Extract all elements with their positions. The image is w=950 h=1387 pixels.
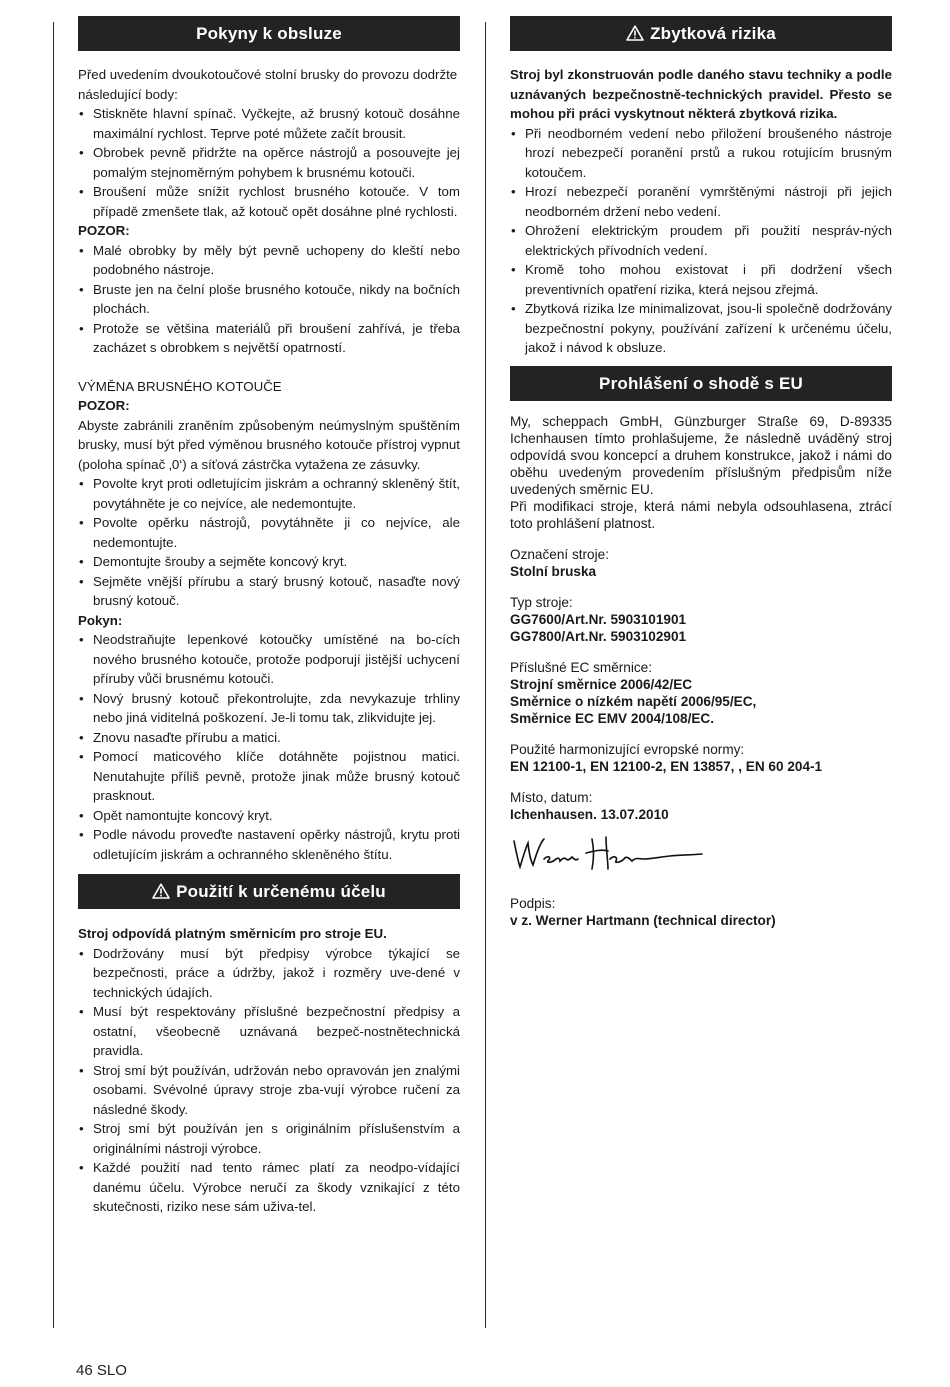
note-list: [78, 630, 460, 864]
norms-label: Použité harmonizující evropské normy:: [510, 741, 745, 757]
declaration-paragraph-modification: Při modifikaci stroje, která námi nebyla odsouhlasena, ztrácí toto prohlášení platnost.: [510, 498, 892, 531]
directive-value: Směrnice o nízkém napětí 2006/95/EC,: [510, 693, 757, 709]
list-item: • Nový brusný kotouč překontrolujte, zda nevykazuje trhliny nebo jiná viditelná poškození. Je-li tomu tak, zlikvidujte jej.: [78, 689, 460, 728]
wheel-intro: Abyste zabránili zraněním způsobeným neúmyslným spuštěním brusky, musí být před výměnou brusného kotouče přístroj vypnut (poloha spínač ‚0‘) a síťová zástrčka vytažena ze zásuvky.: [78, 417, 460, 472]
machine-type-value: GG7800/Art.Nr. 5903102901: [510, 628, 687, 644]
caution-label: POZOR:: [78, 223, 130, 238]
list-item: • Sejměte vnější přírubu a starý brusný kotouč, nasaďte nový brusný kotouč.: [78, 572, 460, 611]
header-intended-use: [78, 874, 460, 909]
declaration-paragraph: My, scheppach GmbH, Günzburger Straße 69, D-89335 Ichenhausen tímto prohlašujeme, že následně uváděný stroj odpovídá svou koncepcí a druhem konstrukce, jakož i námi do oběhu uvedeným provedením příslušným předpisům níže uvedených směrnic EU.: [510, 413, 892, 497]
list-item: • Zbytková rizika lze minimalizovat, jsou-li společně dodržovány bezpečnostní pokyny, používání zařízení k určenému účelu, jakož i návod k obsluze.: [510, 299, 892, 358]
intended-use-list: [78, 944, 460, 1217]
list-item: • Stroj smí být používán, udržován nebo opravován jen znalými osobami. Svévolné úpravy stroje zba-vují výrobce ručení za následné škody.: [78, 1061, 460, 1120]
section-title-wheel-replacement: VÝMĚNA BRUSNÉHO KOTOUČE: [78, 378, 282, 394]
list-item: • Malé obrobky by měly být pevně uchopeny do kleští nebo podobného nástroje.: [78, 241, 460, 280]
center-column-rule: [485, 22, 486, 1328]
operation-intro: Před uvedením dvoukotoučové stolní brusky do provozu dodržte následující body:: [78, 67, 458, 102]
warning-icon: [626, 25, 644, 41]
header-title: Použití k určenému účelu: [176, 882, 386, 901]
list-item: • Při neodborném vedení nebo přiložení broušeného nástroje hrozí nebezpečí poranění prstů a rukou rotujícím brusným kotoučem.: [510, 124, 892, 183]
list-item: • Každé použití nad tento rámec platí za neodpo-vídající danému účelu. Výrobce neručí za škody vznikající z této skutečnosti, riziko nese sám uživa-tel.: [78, 1158, 460, 1217]
list-item: • Neodstraňujte lepenkové kotoučky umístěné na bo-cích nového brusného kotouče, protože podporují jistější uchycení příruby vůči brusnému kotouči.: [78, 630, 460, 689]
signature-value: v z. Werner Hartmann (technical director): [510, 912, 776, 928]
header-title: Zbytková rizika: [650, 24, 776, 43]
note-label: Pokyn:: [78, 612, 123, 628]
list-item: • Kromě toho mohou existovat i při dodržení všech preventivních opatření rizika, která nejsou zřejmá.: [510, 260, 892, 299]
norms-value: EN 12100-1, EN 12100-2, EN 13857, , EN 60 204-1: [510, 758, 823, 774]
list-item: • Opět namontujte koncový kryt.: [78, 806, 460, 826]
right-column: [510, 16, 892, 929]
list-item: • Stiskněte hlavní spínač. Vyčkejte, až brusný kotouč dosáhne maximální rychlost. Teprve poté můžete začít brousit.: [78, 104, 460, 143]
list-item: • Dodržovány musí být předpisy výrobce týkající se bezpečnosti, práce a údržby, jakož i rozměry uve-dené v technických údajích.: [78, 944, 460, 1003]
list-item: • Protože se většina materiálů při broušení zahřívá, je třeba zacházet s obrobkem s největší opatrností.: [78, 319, 460, 358]
directives-label: Příslušné EC směrnice:: [510, 659, 653, 675]
header-residual-risks: [510, 16, 892, 51]
wheel-steps-list: [78, 474, 460, 611]
left-margin-rule: [53, 22, 54, 1328]
signature: [510, 829, 892, 877]
list-item: • Povolte opěrku nástrojů, povytáhněte ji co nejvíce, ale nedemontujte.: [78, 513, 460, 552]
list-item: • Obrobek pevně přidržte na opěrce nástrojů a posouvejte jej pomalým stejnoměrným pohybem k brusnému kotouči.: [78, 143, 460, 182]
intended-use-lead: Stroj odpovídá platným směrnicím pro stroje EU.: [78, 926, 387, 941]
list-item: • Znovu nasaďte přírubu a matici.: [78, 728, 460, 748]
operation-list: [78, 104, 460, 221]
list-item: • Musí být respektovány příslušné bezpečnostní předpisy a ostatní, všeobecně uznávaná bezpeč-nostnětechnická pravidla.: [78, 1002, 460, 1061]
list-item: • Bruste jen na čelní ploše brusného kotouče, nikdy na bočních plochách.: [78, 280, 460, 319]
directive-value: Směrnice EC EMV 2004/108/EC.: [510, 710, 715, 726]
machine-designation-value: Stolní bruska: [510, 563, 597, 579]
directive-value: Strojní směrnice 2006/42/EC: [510, 676, 693, 692]
machine-type-label: Typ stroje:: [510, 594, 573, 610]
place-date-value: Ichenhausen. 13.07.2010: [510, 806, 669, 822]
machine-type-value: GG7600/Art.Nr. 5903101901: [510, 611, 687, 627]
warning-icon: [152, 883, 170, 899]
signature-label: Podpis:: [510, 895, 556, 911]
header-eu-declaration: [510, 366, 892, 401]
signature-drawing: [510, 829, 710, 877]
list-item: • Demontujte šrouby a sejměte koncový kryt.: [78, 552, 460, 572]
list-item: • Povolte kryt proti odletujícím jiskrám a ochranný skleněný štít, povytáhněte je co nejvíce, ale nedemontujte.: [78, 474, 460, 513]
residual-risks-lead: Stroj byl zkonstruován podle daného stavu techniky a podle uznávaných bezpečnostně-technických pravidel. Přesto se mohou při práci vyskytnout některá zbytková rizika.: [510, 67, 892, 121]
caution-list: [78, 241, 460, 358]
list-item: • Podle návodu proveďte nastavení opěrky nástrojů, krytu proti odletujícím jiskrám a ochranného skleněného štítu.: [78, 825, 460, 864]
caution-label: POZOR:: [78, 398, 130, 413]
machine-designation-label: Označení stroje:: [510, 546, 609, 562]
left-column: [78, 16, 460, 1217]
list-item: • Broušení může snížit rychlost brusného kotouče. V tom případě zmenšete tlak, až kotouč opět dosáhne plné rychlosti.: [78, 182, 460, 221]
residual-risks-list: [510, 124, 892, 358]
page-number: 46 SLO: [76, 1362, 127, 1379]
list-item: • Ohrožení elektrickým proudem při použití nespráv-ných elektrických přívodních vedení.: [510, 221, 892, 260]
header-title: Prohlášení o shodě s EU: [599, 373, 803, 393]
list-item: • Hrozí nebezpečí poranění vymrštěnými nástroji při jejich neodborném držení nebo vedení.: [510, 182, 892, 221]
header-title: Pokyny k obsluze: [196, 24, 342, 43]
list-item: • Pomocí maticového klíče dotáhněte pojistnou matici. Nenutahujte příliš pevně, protože jinak může brusný kotouč prasknout.: [78, 747, 460, 806]
place-date-label: Místo, datum:: [510, 789, 593, 805]
list-item: • Stroj smí být používán jen s originálním příslušenstvím a originálními nástroji výrobce.: [78, 1119, 460, 1158]
header-pokyny-k-obsluze: [78, 16, 460, 51]
